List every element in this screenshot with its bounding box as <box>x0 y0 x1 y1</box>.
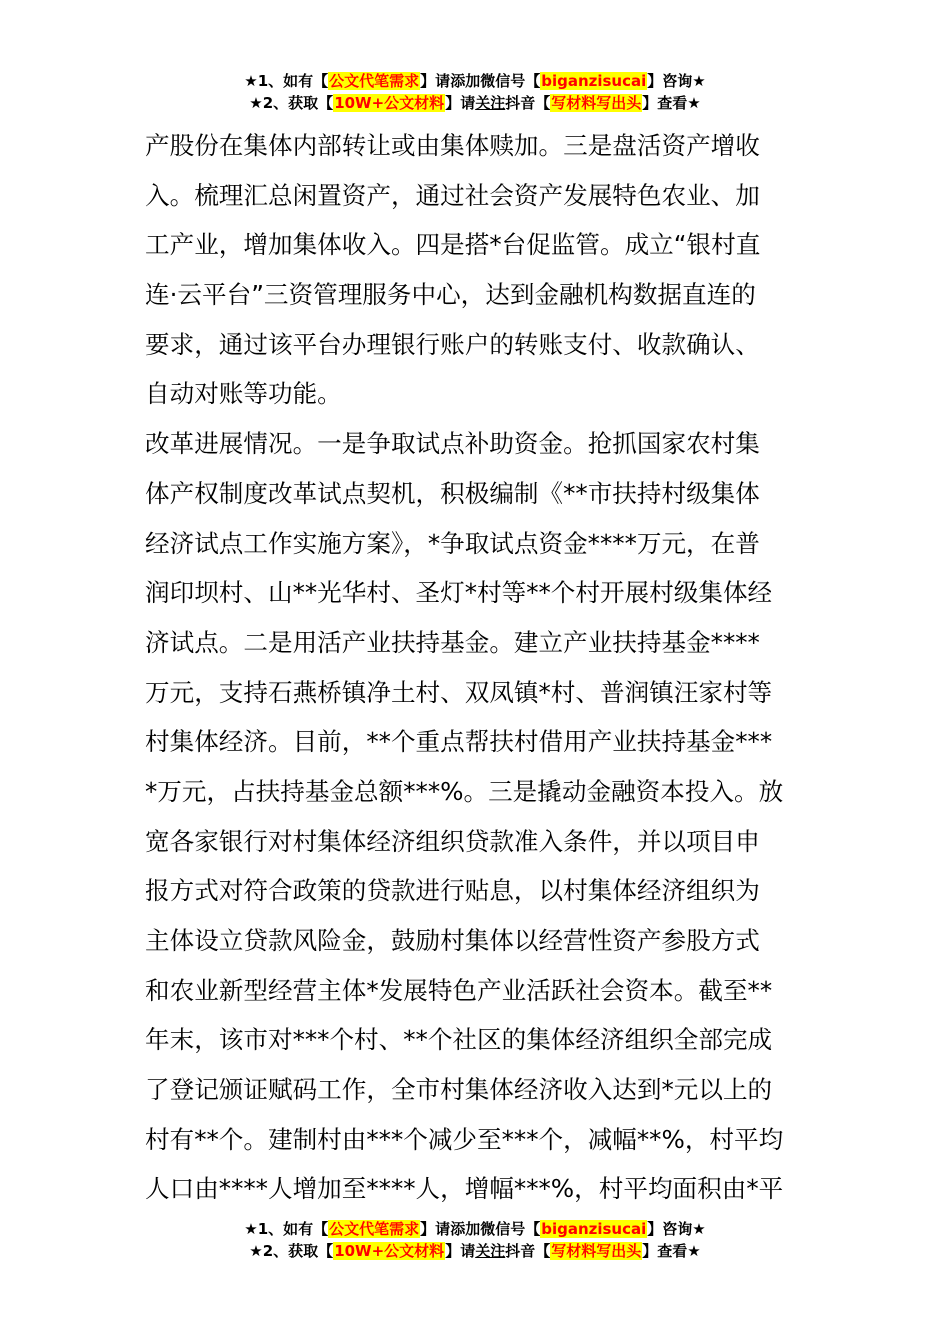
banner-highlight: 公文代笔需求 <box>329 1220 420 1238</box>
body-line: 改革进展情况。一是争取试点补助资金。抢抓国家农村集 <box>145 429 760 459</box>
banner-suffix: 】咨询★ <box>647 72 706 90</box>
banner-line-2 <box>0 92 950 114</box>
body-line: 经济试点工作实施方案》，*争取试点资金****万元，在普 <box>145 528 760 558</box>
body-line: 体产权制度改革试点契机，积极编制《**市扶持村级集体 <box>145 478 760 508</box>
banner-highlight: biganzisucai <box>541 72 647 90</box>
banner-highlight: 10W+公文材料 <box>334 94 445 112</box>
body-line: 年末，该市对***个村、**个社区的集体经济组织全部完成 <box>145 1025 773 1055</box>
banner-highlight: 写材料写出头 <box>551 1242 642 1260</box>
banner-emphasis: 关注 <box>475 1242 506 1260</box>
banner-highlight: 写材料写出头 <box>551 94 642 112</box>
banner-highlight: 10W+公文材料 <box>334 1242 445 1260</box>
banner-line-1 <box>0 70 950 92</box>
body-line: 产股份在集体内部转让或由集体赎加。三是盘活资产增收 <box>145 131 760 160</box>
body-line: 润印坝村、山**光华村、圣灯*村等**个村开展村级集体经 <box>145 578 773 608</box>
banner-prefix: ★1、如有【 <box>244 72 329 90</box>
body-line: 连·云平台”三资管理服务中心，达到金融机构数据直连的 <box>145 280 756 310</box>
body-line: 村有**个。建制村由***个减少至***个，减幅**%，村平均 <box>145 1124 784 1154</box>
banner-emphasis: 添加 <box>450 1220 481 1238</box>
body-line: 宽各家银行对村集体经济组织贷款准入条件，并以项目申 <box>145 826 760 856</box>
body-line: 村集体经济。目前，**个重点帮扶村借用产业扶持基金*** <box>145 727 773 757</box>
banner-text: 抖音【 <box>505 94 551 112</box>
body-line: 要求，通过该平台办理银行账户的转账支付、收款确认、 <box>145 329 760 359</box>
body-line: 主体设立贷款风险金，鼓励村集体以经营性资产参股方式 <box>145 926 760 955</box>
banner-highlight: biganzisucai <box>541 1220 647 1238</box>
body-line: 万元，支持石燕桥镇净土村、双凤镇*村、普润镇汪家村等 <box>145 677 773 707</box>
banner-highlight: 公文代笔需求 <box>329 72 420 90</box>
body-line: 入。梳理汇总闲置资产，通过社会资产发展特色农业、加 <box>145 180 760 210</box>
body-line: 报方式对符合政策的贷款进行贴息，以村集体经济组织为 <box>145 876 760 906</box>
banner-emphasis: 关注 <box>475 94 506 112</box>
banner-text: 微信号【 <box>480 1220 541 1238</box>
document-body <box>145 121 810 1214</box>
footer-banner <box>0 1218 950 1262</box>
body-line: 人口由****人增加至****人，增幅***%，村平均面积由*平 <box>145 1174 784 1204</box>
banner-suffix: 】查看★ <box>642 94 701 112</box>
banner-prefix: ★2、获取【 <box>249 94 334 112</box>
header-banner <box>0 70 950 114</box>
body-line: 济试点。二是用活产业扶持基金。建立产业扶持基金**** <box>145 627 760 657</box>
body-line: *万元，占扶持基金总额***%。三是撬动金融资本投入。放 <box>145 776 784 806</box>
banner-text: 】请 <box>420 72 451 90</box>
banner-suffix: 】咨询★ <box>647 1220 706 1238</box>
banner-line-1 <box>0 1218 950 1240</box>
body-line: 自动对账等功能。 <box>145 379 342 409</box>
banner-prefix: ★1、如有【 <box>244 1220 329 1238</box>
banner-text: 】请 <box>445 94 476 112</box>
body-line: 和农业新型经营主体*发展特色产业活跃社会资本。截至** <box>145 975 773 1005</box>
banner-suffix: 】查看★ <box>642 1242 701 1260</box>
banner-text: 抖音【 <box>505 1242 551 1260</box>
banner-emphasis: 添加 <box>450 72 481 90</box>
banner-text: 】请 <box>420 1220 451 1238</box>
body-line: 了登记颁证赋码工作，全市村集体经济收入达到*元以上的 <box>145 1075 773 1105</box>
banner-line-2 <box>0 1240 950 1262</box>
banner-prefix: ★2、获取【 <box>249 1242 334 1260</box>
banner-text: 微信号【 <box>480 72 541 90</box>
banner-text: 】请 <box>445 1242 476 1260</box>
body-line: 工产业，增加集体收入。四是搭*台促监管。成立“银村直 <box>145 230 761 260</box>
